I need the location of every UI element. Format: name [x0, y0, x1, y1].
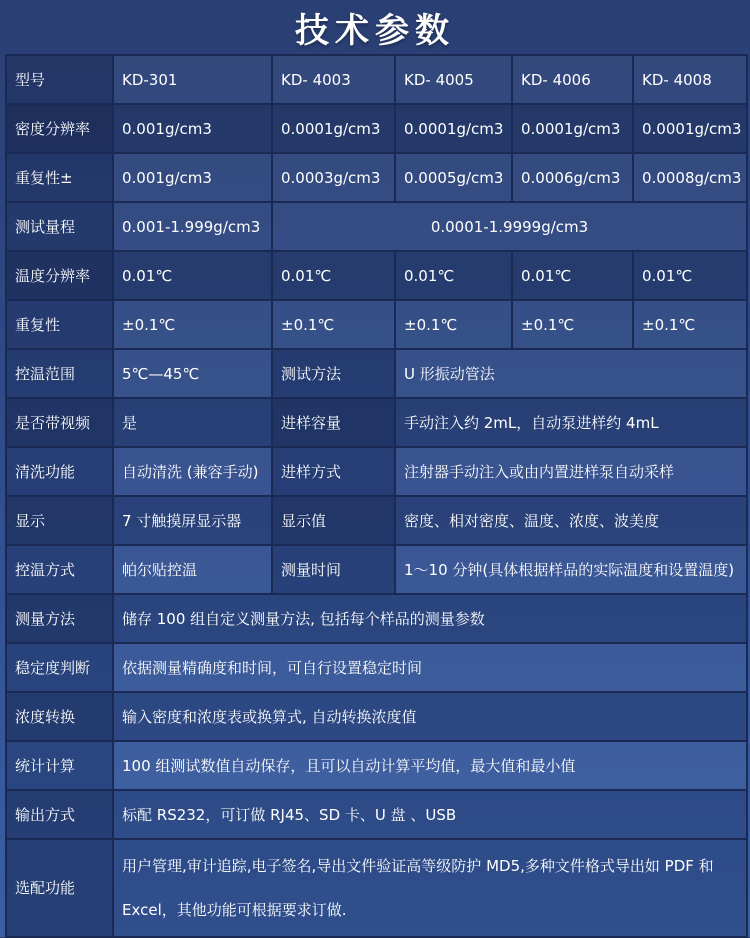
table-row [6, 496, 747, 545]
row-label: 控温方式 [6, 545, 113, 594]
row-label: 浓度转换 [6, 692, 113, 741]
table-cell: ±0.1℃ [395, 300, 512, 349]
row-label: 选配功能 [6, 839, 113, 937]
table-row [6, 300, 747, 349]
table-cell: ±0.1℃ [512, 300, 633, 349]
row-label: 进样容量 [272, 398, 395, 447]
row-label: 控温范围 [6, 349, 113, 398]
table-cell: 输入密度和浓度表或换算式, 自动转换浓度值 [113, 692, 747, 741]
table-row [6, 839, 747, 937]
row-label: 是否带视频 [6, 398, 113, 447]
table-cell: KD- 4005 [395, 55, 512, 104]
table-cell: 7 寸触摸屏显示器 [113, 496, 272, 545]
table-cell: 注射器手动注入或由内置进样泵自动采样 [395, 447, 747, 496]
table-row [6, 741, 747, 790]
table-cell: KD- 4006 [512, 55, 633, 104]
row-label: 重复性 [6, 300, 113, 349]
table-cell: 0.0006g/cm3 [512, 153, 633, 202]
table-cell: 0.0001g/cm3 [633, 104, 747, 153]
table-row [6, 202, 747, 251]
table-cell: 0.01℃ [272, 251, 395, 300]
page-title: 技术参数 [295, 10, 455, 51]
table-cell: 0.0001g/cm3 [395, 104, 512, 153]
table-row [6, 447, 747, 496]
row-label: 型号 [6, 55, 113, 104]
row-label: 显示 [6, 496, 113, 545]
table-cell: KD-301 [113, 55, 272, 104]
table-cell: 帕尔贴控温 [113, 545, 272, 594]
table-cell: 自动清洗 (兼容手动) [113, 447, 272, 496]
table-row [6, 153, 747, 202]
table-cell: ±0.1℃ [633, 300, 747, 349]
table-cell: 5℃—45℃ [113, 349, 272, 398]
table-cell: ±0.1℃ [113, 300, 272, 349]
table-row [6, 349, 747, 398]
table-cell: 储存 100 组自定义测量方法, 包括每个样品的测量参数 [113, 594, 747, 643]
options-line-1: 用户管理,审计追踪,电子签名,导出文件验证高等级防护 MD5,多种文件格式导出如 PDF 和 [122, 857, 714, 875]
row-label: 稳定度判断 [6, 643, 113, 692]
table-cell: ±0.1℃ [272, 300, 395, 349]
table-cell: KD- 4003 [272, 55, 395, 104]
row-label: 测试方法 [272, 349, 395, 398]
spec-table [5, 54, 748, 938]
table-cell: 0.0001g/cm3 [272, 104, 395, 153]
options-line-2: Excel，其他功能可根据要求订做. [122, 901, 347, 919]
table-row [6, 55, 747, 104]
table-cell: 0.01℃ [113, 251, 272, 300]
row-label: 统计计算 [6, 741, 113, 790]
title-band [0, 0, 750, 54]
row-label: 清洗功能 [6, 447, 113, 496]
table-cell: 密度、相对密度、温度、浓度、波美度 [395, 496, 747, 545]
row-label: 显示值 [272, 496, 395, 545]
table-cell: 0.001g/cm3 [113, 153, 272, 202]
table-cell: U 形振动管法 [395, 349, 747, 398]
row-label: 密度分辨率 [6, 104, 113, 153]
row-label: 测量方法 [6, 594, 113, 643]
table-row [6, 594, 747, 643]
table-cell: 0.0001-1.9999g/cm3 [272, 202, 747, 251]
table-cell: 1～10 分钟(具体根据样品的实际温度和设置温度) [395, 545, 747, 594]
row-label: 测试量程 [6, 202, 113, 251]
table-cell: 0.0008g/cm3 [633, 153, 747, 202]
table-cell: 0.0001g/cm3 [512, 104, 633, 153]
table-cell: 标配 RS232，可订做 RJ45、SD 卡、U 盘 、USB [113, 790, 747, 839]
row-label: 进样方式 [272, 447, 395, 496]
table-row [6, 545, 747, 594]
row-label: 温度分辨率 [6, 251, 113, 300]
table-cell: KD- 4008 [633, 55, 747, 104]
table-cell: 是 [113, 398, 272, 447]
table-cell: 0.0003g/cm3 [272, 153, 395, 202]
table-cell [113, 839, 747, 937]
table-cell: 0.01℃ [395, 251, 512, 300]
table-cell: 0.001g/cm3 [113, 104, 272, 153]
table-row [6, 104, 747, 153]
table-row [6, 251, 747, 300]
table-cell: 100 组测试数值自动保存，且可以自动计算平均值，最大值和最小值 [113, 741, 747, 790]
table-row [6, 398, 747, 447]
table-cell: 0.01℃ [633, 251, 747, 300]
table-row [6, 643, 747, 692]
table-cell: 0.0005g/cm3 [395, 153, 512, 202]
table-row [6, 692, 747, 741]
table-cell: 手动注入约 2mL，自动泵进样约 4mL [395, 398, 747, 447]
row-label: 输出方式 [6, 790, 113, 839]
table-row [6, 790, 747, 839]
table-cell: 0.01℃ [512, 251, 633, 300]
row-label: 重复性± [6, 153, 113, 202]
row-label: 测量时间 [272, 545, 395, 594]
table-cell: 依据测量精确度和时间，可自行设置稳定时间 [113, 643, 747, 692]
table-cell: 0.001-1.999g/cm3 [113, 202, 272, 251]
